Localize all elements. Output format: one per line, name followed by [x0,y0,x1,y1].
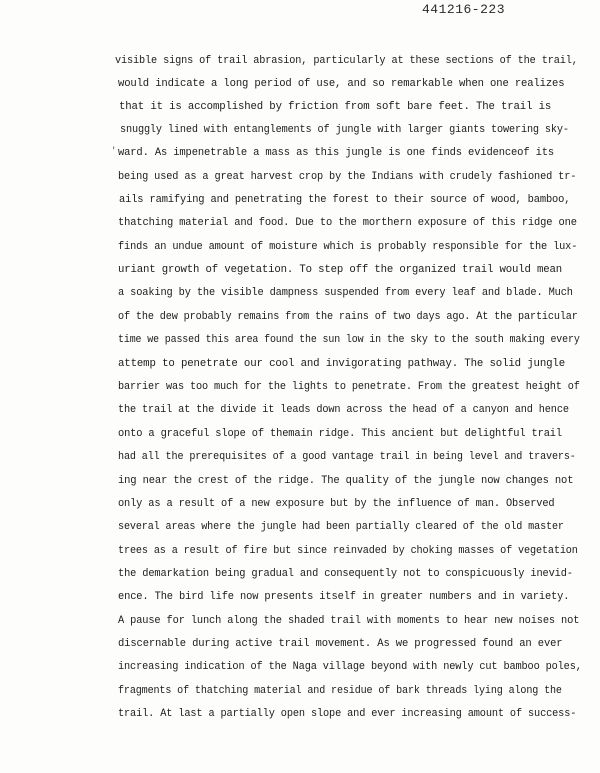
document-id: 441216-223 [422,2,506,17]
text-line: increasing indication of the Naga village beyond with newly cut bamboo poles, [118,661,582,673]
text-line: the demarkation being gradual and consequently not to conspicuously inevid- [118,568,573,580]
text-line: the trail at the divide it leads down across the head of a canyon and hence [118,404,569,416]
text-line: a soaking by the visible dampness suspended from every leaf and blade. Much [118,287,573,299]
text-line: thatching material and food. Due to the morthern exposure of this ridge one [118,217,577,229]
text-line: ward. As impenetrable a mass as this jungle is one finds evidenceof its [118,147,555,159]
text-line: onto a graceful slope of themain ridge. This ancient but delightful trail [118,428,562,440]
text-line: that it is accomplished by friction from soft bare feet. The trail is [119,101,552,113]
text-line: attemp to penetrate our cool and invigorating pathway. The solid jungle [118,358,566,370]
text-line: ence. The bird life now presents itself in greater numbers and in variety. [118,591,570,603]
text-line: ails ramifying and penetrating the forest to their source of wood, bamboo, [119,194,571,206]
text-line: finds an undue amount of moisture which is probably responsible for the lux- [118,241,578,253]
text-line: A pause for lunch along the shaded trail with moments to hear new noises not [118,615,580,627]
text-line: would indicate a long period of use, and so remarkable when one realizes [118,78,565,90]
text-line: discernable during active trail movement. As we progressed found an ever [118,638,563,650]
text-line: visible signs of trail abrasion, particularly at these sections of the trail, [115,55,578,67]
text-line: uriant growth of vegetation. To step off the organized trail would mean [118,264,563,276]
text-line: being used as a great harvest crop by the Indians with crudely fashioned tr- [118,171,577,183]
text-line: had all the prerequisites of a good vantage trail in being level and travers- [118,451,576,463]
text-line: only as a result of a new exposure but by the influence of man. Observed [118,498,555,510]
text-line: time we passed this area found the sun low in the sky to the south making every [118,334,580,346]
text-line: fragments of thatching material and residue of bark threads lying along the [118,685,562,697]
text-line: several areas where the jungle had been partially cleared of the old master [118,521,564,533]
text-line: snuggly lined with entanglements of jungle with larger giants towering sky- [120,124,569,136]
text-line: barrier was too much for the lights to penetrate. From the greatest height of [118,381,580,393]
text-line: of the dew probably remains from the rains of two days ago. At the particular [118,311,578,323]
text-line: trail. At last a partially open slope and ever increasing amount of success- [118,708,577,720]
margin-mark: ' [111,146,117,156]
text-line: trees as a result of fire but since reinvaded by choking masses of vegetation [118,545,578,557]
text-line: ing near the crest of the ridge. The quality of the jungle now changes not [118,475,574,487]
